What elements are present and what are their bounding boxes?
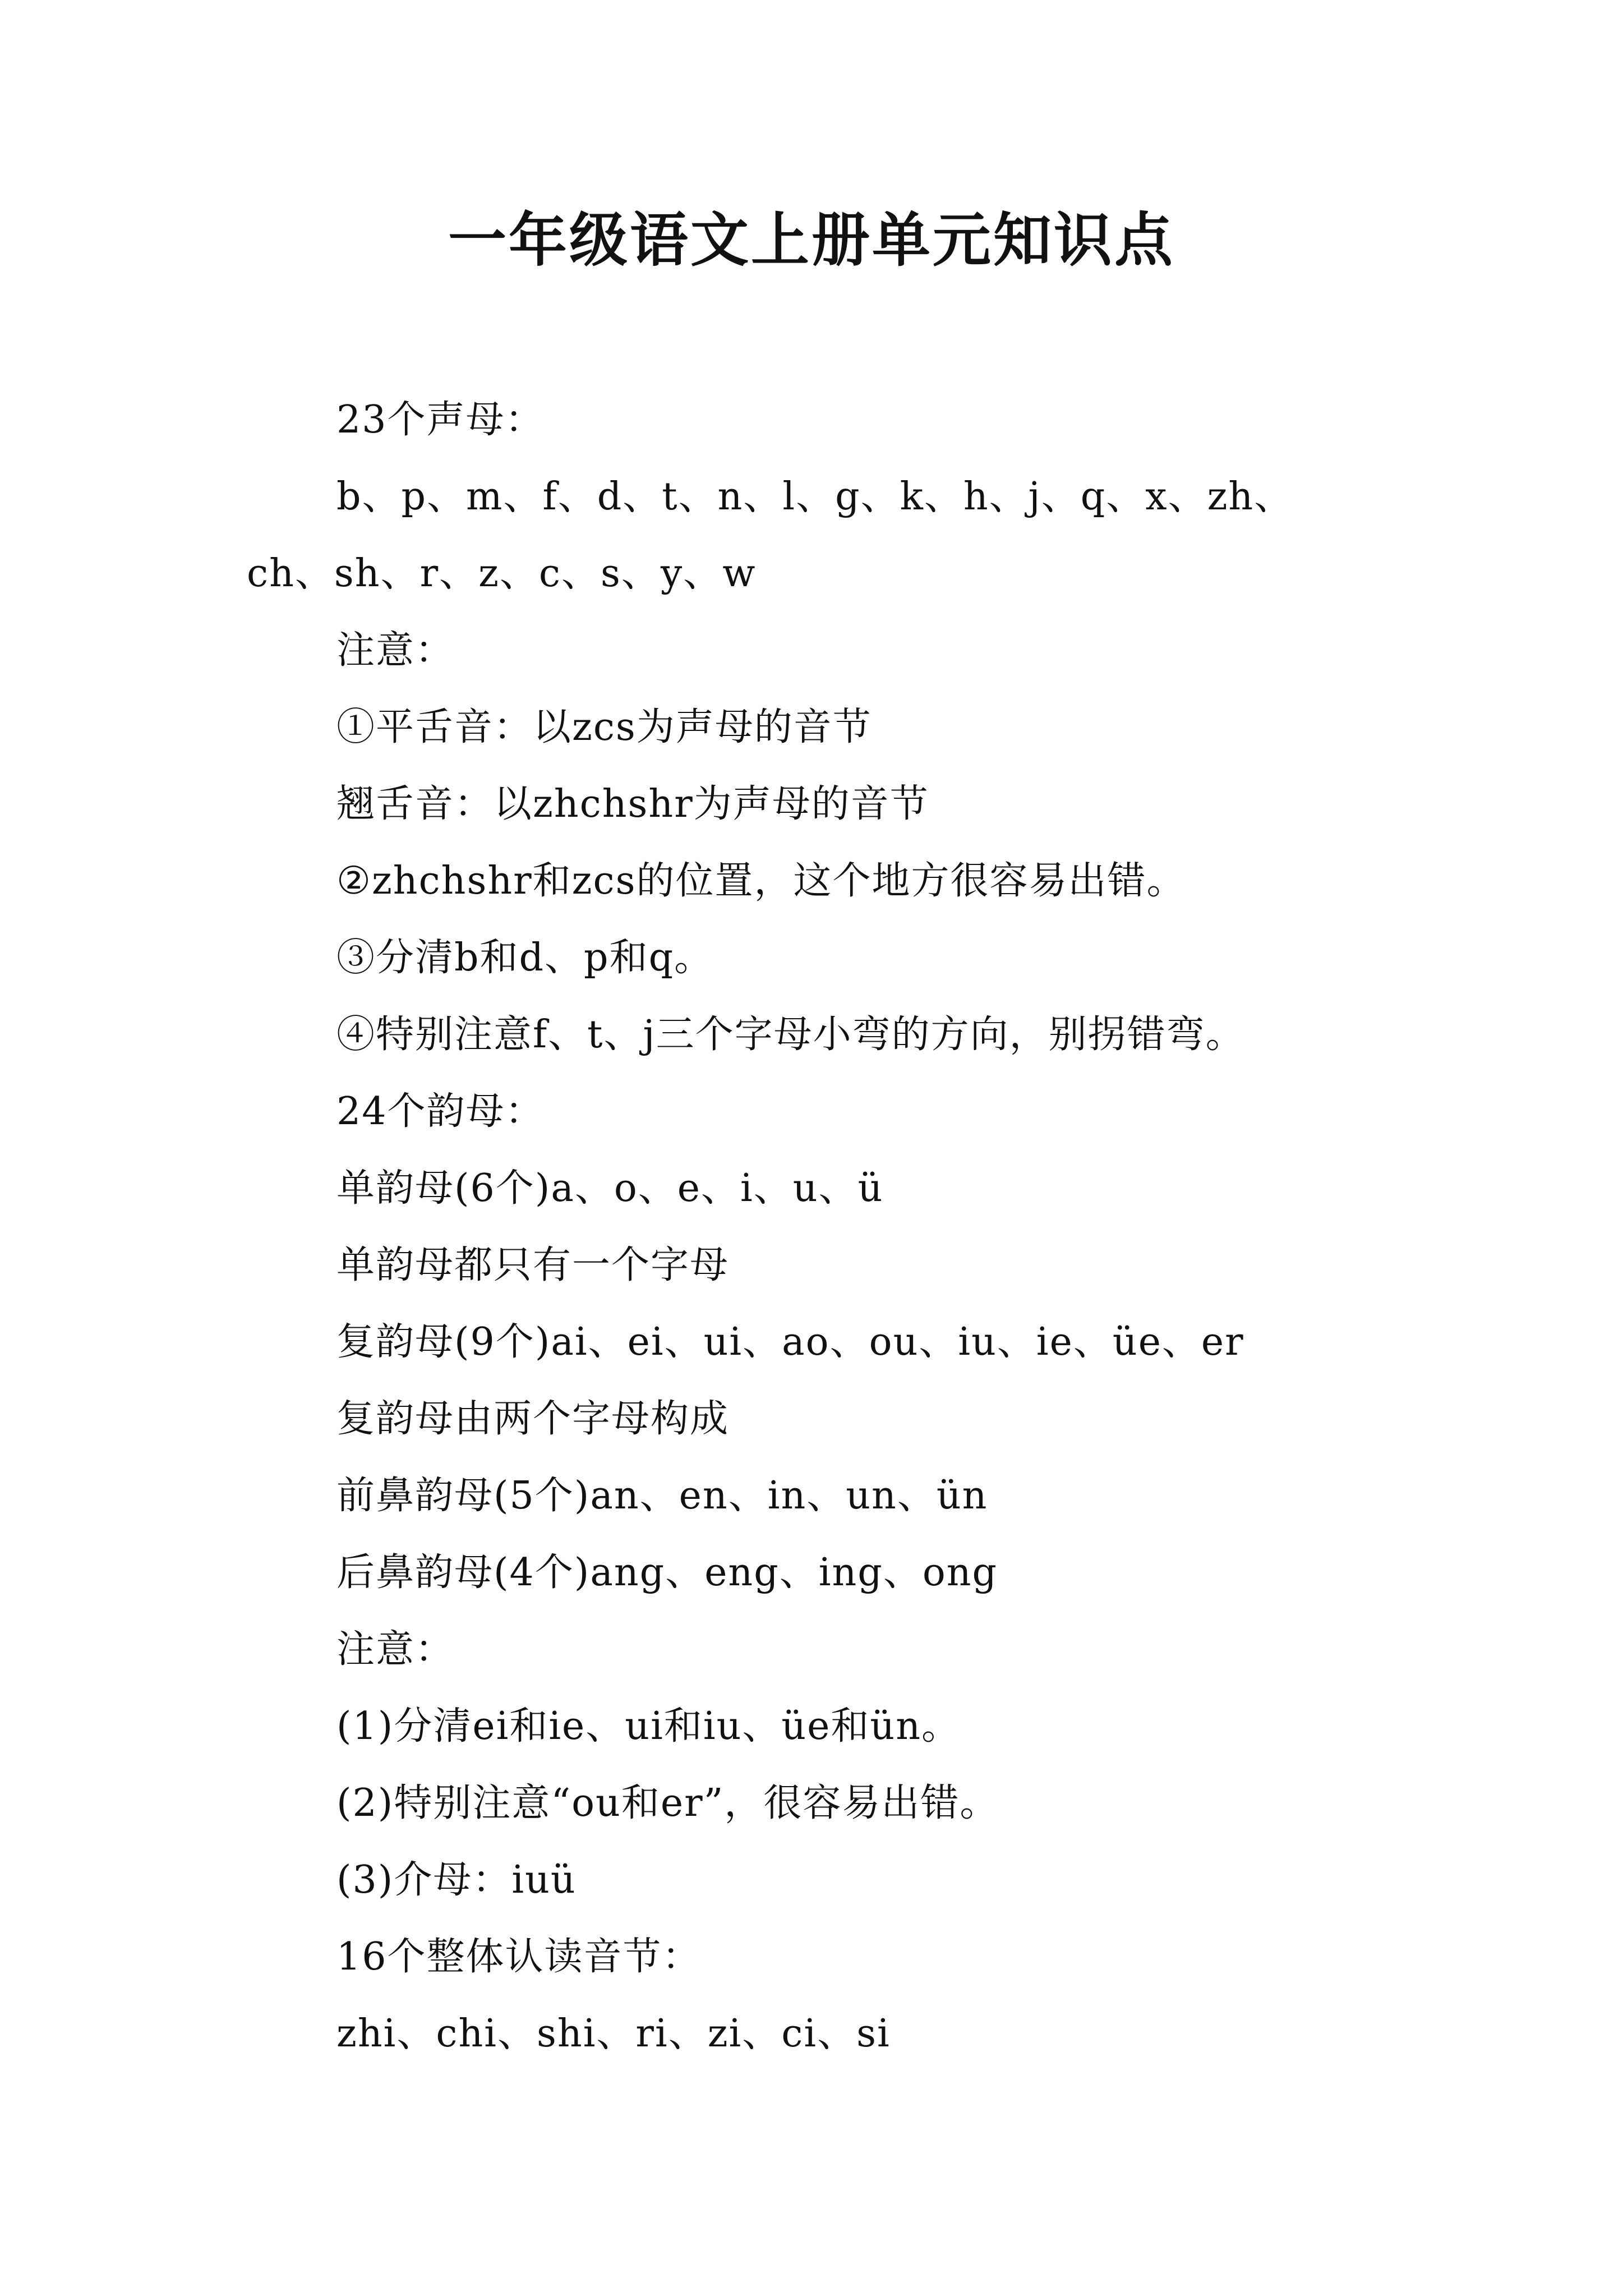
text-line: 复韵母由两个字母构成 bbox=[336, 1397, 730, 1441]
text-line: ①平舌音：以zcs为声母的音节 bbox=[336, 705, 872, 749]
text-line: 23个声母： bbox=[336, 398, 545, 442]
text-line: (1)分清ei和ie、ui和iu、üe和ün。 bbox=[336, 1704, 961, 1749]
document-title: 一年级语文上册单元知识点 bbox=[448, 205, 1175, 274]
text-line: 24个韵母： bbox=[336, 1089, 545, 1134]
text-line: 单韵母(6个)a、o、e、i、u、ü bbox=[336, 1166, 884, 1211]
text-line: 单韵母都只有一个字母 bbox=[336, 1243, 730, 1287]
text-line: ④特别注意f、t、j三个字母小弯的方向，别拐错弯。 bbox=[336, 1013, 1245, 1057]
text-line: 复韵母(9个)ai、ei、ui、ao、ou、iu、ie、üe、er bbox=[336, 1320, 1244, 1364]
text-line: 16个整体认读音节： bbox=[336, 1935, 702, 1979]
text-line: ②zhchshr和zcs的位置，这个地方很容易出错。 bbox=[336, 859, 1186, 903]
text-line: 前鼻韵母(5个)an、en、in、un、ün bbox=[336, 1474, 988, 1518]
text-line: (3)介母：iuü bbox=[336, 1858, 577, 1902]
text-line: b、p、m、f、d、t、n、l、g、k、h、j、q、x、zh、 bbox=[336, 475, 1294, 519]
text-line: 注意： bbox=[336, 628, 455, 673]
text-line: 注意： bbox=[336, 1627, 455, 1672]
text-line: (2)特别注意“ou和er”，很容易出错。 bbox=[336, 1781, 999, 1825]
document-body bbox=[247, 381, 1396, 2072]
text-line: zhi、chi、shi、ri、zi、ci、si bbox=[336, 2012, 891, 2056]
text-line: ③分清b和d、p和q。 bbox=[336, 936, 714, 980]
text-line-continuation: ch、sh、r、z、c、s、y、w bbox=[247, 551, 757, 596]
text-line: 后鼻韵母(4个)ang、eng、ing、ong bbox=[336, 1550, 998, 1595]
text-line: 翘舌音：以zhchshr为声母的音节 bbox=[336, 782, 929, 826]
